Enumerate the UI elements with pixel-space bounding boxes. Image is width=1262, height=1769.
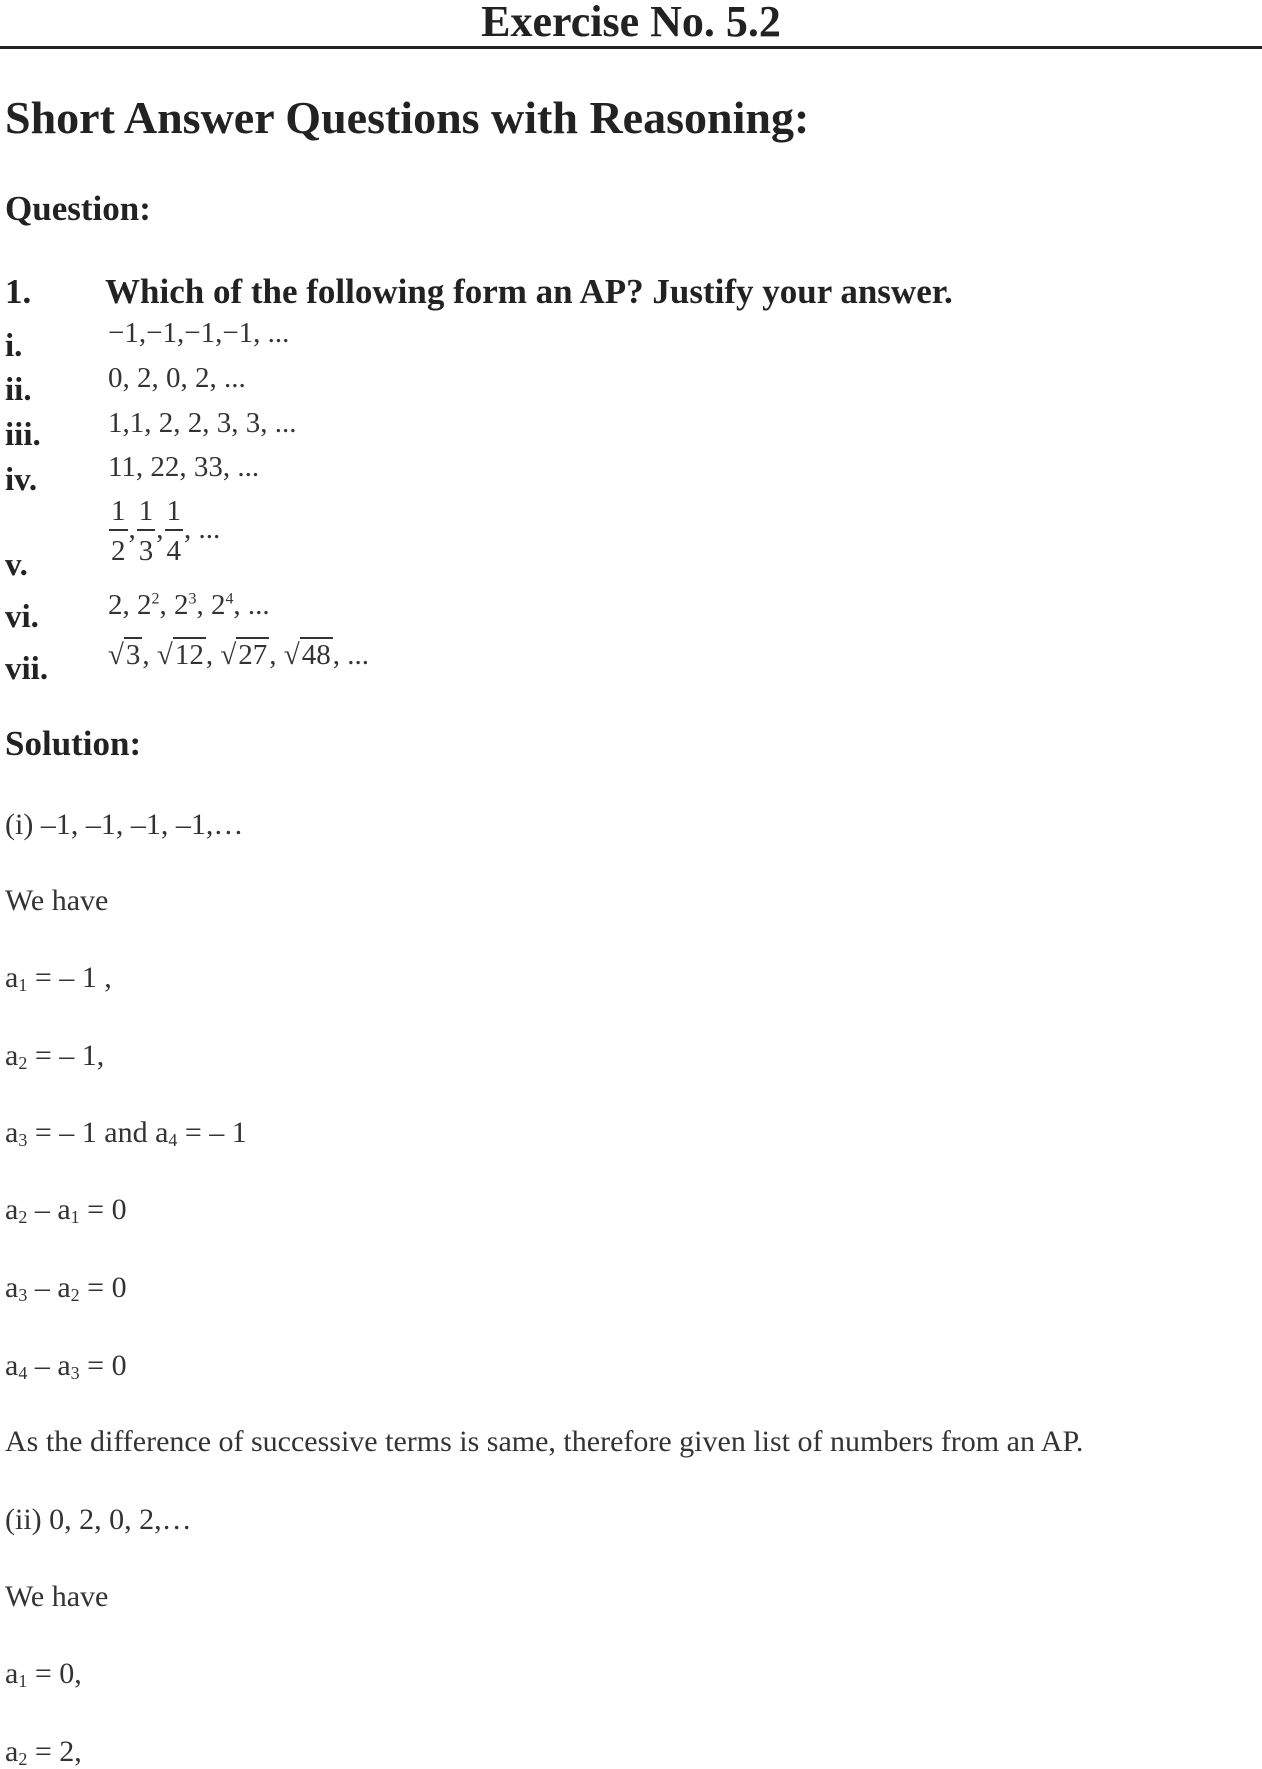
part-i-diff-3: $a_4 - a_3 = 0$: [5, 1349, 127, 1383]
item-label-vii: vii.: [5, 651, 49, 687]
item-sequence-vi: 2, $2^2$, $2^3$, $2^4$, ...: [108, 589, 270, 621]
solution-heading: Solution:: [5, 724, 142, 763]
value: = 0,: [34, 1657, 82, 1690]
item-sequence-v: $\frac{1}{2}$ , $\frac{1}{3}$ , $\frac{1}{4}$ , ...: [111, 495, 221, 567]
title-divider: [0, 46, 1262, 49]
radicand: 27: [238, 639, 268, 671]
value: = 2,: [34, 1735, 82, 1768]
part-i-a3-a4: $a_3$ = – 1 and $a_4$ = – 1: [5, 1116, 247, 1150]
item-label-iii: iii.: [5, 417, 41, 453]
base: 2: [137, 589, 152, 621]
exercise-title: Exercise No. 5.2: [481, 0, 781, 46]
numerator: 1: [137, 497, 156, 531]
numerator: 1: [165, 497, 184, 531]
radicand: 12: [174, 639, 204, 671]
fraction: [109, 497, 128, 566]
sequence-tail: , ...: [233, 589, 270, 621]
radicand: 48: [301, 639, 331, 671]
part-i-we-have: We have: [5, 884, 109, 917]
radicand: 3: [125, 639, 141, 671]
exponent: 4: [225, 590, 234, 608]
item-sequence-iv: 11, 22, 33, ...: [108, 451, 260, 483]
question-heading: Question:: [5, 189, 151, 228]
item-label-ii: ii.: [5, 372, 32, 408]
part-i-conclusion: As the difference of successive terms is same, therefore given list of numbers from an AP.: [5, 1425, 1084, 1458]
part-i-diff-1: $a_2 - a_1 = 0$: [5, 1193, 127, 1227]
item-label-i: i.: [5, 328, 23, 364]
value: = 0: [87, 1349, 127, 1382]
item-sequence-vii: √3, √12, √27, √48, ...: [108, 639, 369, 671]
part-ii-a2: $a_2 = 2$,: [5, 1735, 82, 1769]
base: 2: [173, 589, 189, 621]
value: = 0: [87, 1193, 127, 1226]
base: 2: [108, 589, 123, 621]
sequence-tail: , ...: [184, 513, 221, 546]
item-label-vi: vi.: [5, 599, 39, 635]
part-i-a2: $a_2$ = – 1,: [5, 1039, 105, 1073]
part-ii-a1: $a_1 = 0$,: [5, 1657, 82, 1691]
fraction: [165, 497, 184, 566]
question-text: Which of the following form an AP? Justify your answer.: [105, 272, 953, 311]
part-i-diff-2: $a_3 - a_2 = 0$: [5, 1271, 127, 1305]
question-number: 1.: [5, 272, 32, 311]
item-sequence-i: −1,−1,−1,−1, ...: [108, 317, 290, 349]
item-label-v: v.: [5, 547, 28, 583]
part-ii-heading: (ii) 0, 2, 0, 2,…: [5, 1503, 192, 1536]
denominator: 3: [138, 535, 154, 567]
item-sequence-iii: 1,1, 2, 2, 3, 3, ...: [108, 407, 297, 439]
item-label-iv: iv.: [5, 462, 38, 498]
item-sequence-ii: 0, 2, 0, 2, ...: [108, 362, 246, 394]
value: = 0: [87, 1271, 127, 1304]
value: = – 1 and a: [34, 1116, 169, 1149]
part-i-heading: (i) –1, –1, –1, –1,…: [5, 808, 244, 841]
fraction: [137, 497, 156, 566]
section-title: Short Answer Questions with Reasoning:: [5, 92, 810, 143]
numerator: 1: [109, 497, 128, 531]
exponent: 3: [188, 590, 197, 608]
value: = – 1: [184, 1116, 247, 1149]
part-i-a1: $a_1$ = – 1 ,: [5, 961, 112, 995]
part-ii-we-have: We have: [5, 1580, 109, 1613]
denominator: 4: [166, 535, 181, 567]
sequence-tail: , ...: [332, 639, 369, 671]
denominator: 2: [111, 535, 126, 567]
value: = – 1,: [34, 1039, 105, 1072]
exponent: 2: [151, 590, 160, 608]
base: 2: [210, 589, 226, 621]
value: = – 1 ,: [34, 961, 112, 994]
